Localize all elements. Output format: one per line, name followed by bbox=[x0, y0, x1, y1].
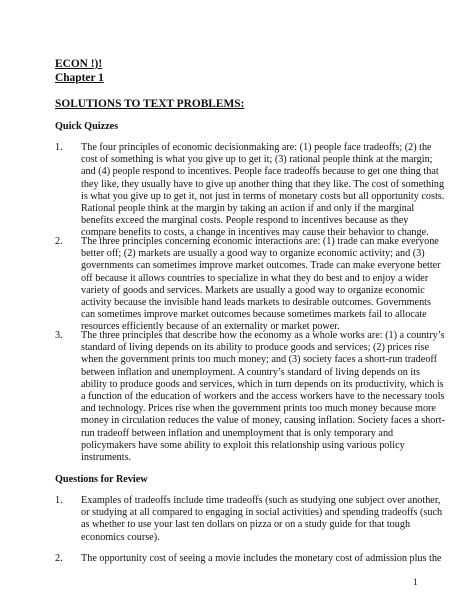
text-line: The three principles that describe how the economy as a whole works are: (1) a country’s bbox=[81, 330, 445, 341]
item-number: 2. bbox=[55, 553, 63, 564]
text-line: as whether to use your last ten dollars on pizza or on a study guide for that tough bbox=[81, 519, 411, 531]
text-line: instruments. bbox=[81, 452, 132, 464]
course-heading: ECON !)! bbox=[55, 58, 103, 70]
text-line: ability to produce goods and services, which in turn depends on its productivity, which is bbox=[81, 378, 444, 390]
text-line: Rational people think at the margin by taking an action if and only if the marginal bbox=[81, 203, 415, 215]
text-line: cost of something is what you give up to get it; (3) rational people think at the margin; bbox=[81, 154, 433, 166]
text-line: standard of living depends on its ability to produce goods and services; (2) prices rise bbox=[81, 342, 429, 354]
text-line: and (4) people respond to incentives. People face tradeoffs because to get one thing that bbox=[81, 166, 439, 178]
text-line: activity because the invisible hand leads markets to desirable outcomes. Governments bbox=[81, 297, 431, 309]
text-line: off because it allows countries to specialize in what they do best and to enjoy a wider bbox=[81, 272, 429, 284]
item-number: 2. bbox=[55, 236, 63, 247]
item-number: 1. bbox=[55, 142, 63, 153]
text-line: governments can sometimes improve market outcomes. Trade can make everyone better bbox=[81, 260, 441, 272]
quick-quiz-item-3 bbox=[55, 330, 445, 464]
text-line: or studying at all compared to engaging in social activities) and spending tradeoffs (such bbox=[81, 507, 443, 519]
chapter-heading: Chapter 1 bbox=[55, 72, 104, 84]
text-line: benefits exceed the marginal costs. People respond to incentives because as they bbox=[81, 215, 409, 227]
quick-quizzes-heading: Quick Quizzes bbox=[55, 121, 119, 132]
review-item-2 bbox=[55, 553, 442, 565]
text-line: can sometimes improve market outcomes because sometimes markets fail to allocate bbox=[81, 309, 427, 321]
text-line: variety of goods and services. Markets are usually a good way to organize economic bbox=[81, 284, 425, 296]
page-number: 1 bbox=[413, 578, 418, 588]
text-line: economics course). bbox=[81, 531, 160, 543]
text-line: money in circulation reduces the value of money, causing inflation. Society faces a short- bbox=[81, 415, 445, 427]
text-line: they like, they usually have to give up another thing that they like. The cost of something bbox=[81, 178, 445, 190]
item-number: 3. bbox=[55, 330, 63, 341]
text-line: The three principles concerning economic interactions are: (1) trade can make everyone bbox=[81, 236, 439, 247]
text-line: and technology. Prices rise when the government prints too much money because more bbox=[81, 403, 436, 415]
text-line: Examples of tradeoffs include time tradeoffs (such as studying one subject over another, bbox=[81, 495, 441, 506]
text-line: a function of the education of workers and the access workers have to the necessary tools bbox=[81, 391, 445, 403]
document-title: SOLUTIONS TO TEXT PROBLEMS: bbox=[55, 98, 245, 110]
text-line: The opportunity cost of seeing a movie includes the monetary cost of admission plus the bbox=[81, 553, 442, 564]
review-item-1 bbox=[55, 495, 443, 544]
text-line: better off; (2) markets are usually a good way to organize economic activity; and (3) bbox=[81, 248, 425, 260]
text-line: between inflation and unemployment. A country’s standard of living depends on its bbox=[81, 366, 420, 378]
questions-for-review-heading: Questions for Review bbox=[55, 474, 148, 485]
text-line: compare benefits to costs, a change in incentives may cause their behavior to change. bbox=[81, 227, 429, 239]
text-line: run tradeoff between inflation and unemployment that is only temporary and bbox=[81, 427, 394, 439]
quick-quiz-item-2 bbox=[55, 236, 441, 334]
text-line: policymakers have some ability to exploit this relationship using various policy bbox=[81, 439, 405, 451]
text-line: The four principles of economic decisionmaking are: (1) people face tradeoffs; (2) the bbox=[81, 142, 432, 153]
quick-quiz-item-1 bbox=[55, 142, 445, 240]
text-line: resources efficiently because of an externality or market power. bbox=[81, 321, 340, 333]
text-line: when the government prints too much money; and (3) society faces a short-run tradeoff bbox=[81, 354, 437, 366]
item-number: 1. bbox=[55, 495, 63, 506]
text-line: is what you give up to get it, not just in terms of monetary costs but all opportunity costs. bbox=[81, 190, 445, 202]
